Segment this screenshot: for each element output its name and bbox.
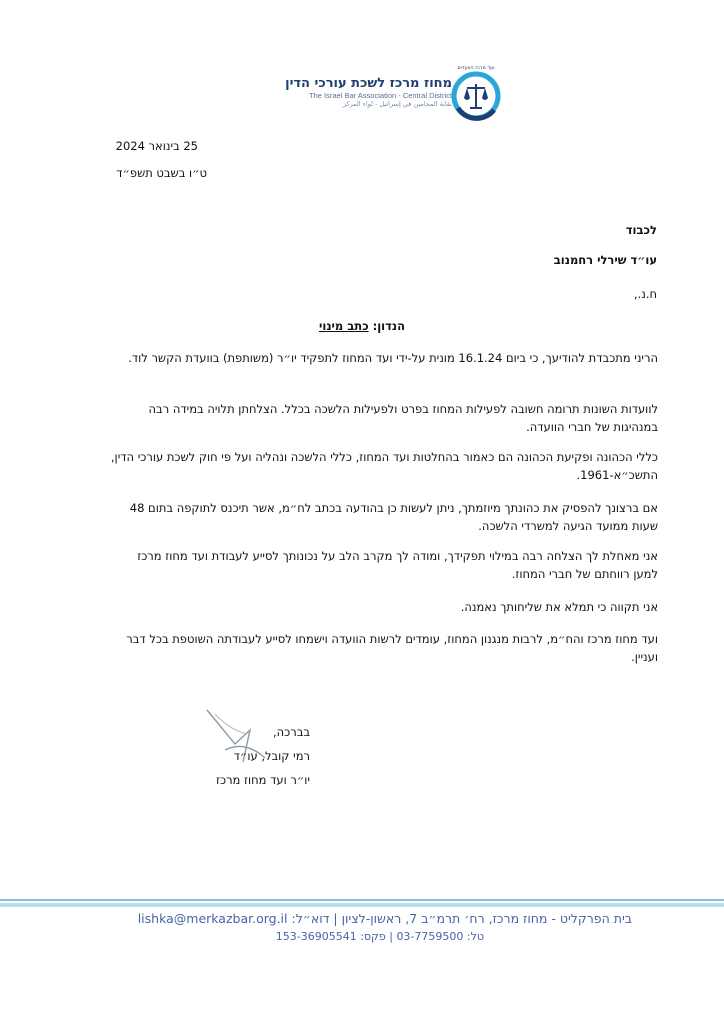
footer-fax-label: פקס:: [360, 930, 386, 943]
footer-phone: 03-7759500: [396, 930, 464, 943]
signature-block: [150, 720, 310, 792]
greeting: ח.נ.,: [633, 287, 657, 301]
logo-title-arabic: نقابة المحامين في إسرائيل - لواء المركز: [342, 100, 452, 108]
body-paragraph: כללי הכהונה ופקיעת הכהונה הם כאמור בהחלטות ועד המחוז, כללי הלשכה ונהליה ועל פי חוק לשכת עורכי הדין, התשכ״א-1961.: [110, 450, 658, 482]
addressee-label: לכבוד: [625, 223, 657, 237]
footer-address: בית הפרקליט - מחוז מרכז, רח׳ תרמ״ב 7, ראשון-לציון | דוא״ל:: [291, 911, 632, 926]
bar-association-emblem-icon: [446, 58, 502, 128]
logo-title-hebrew: מחוז מרכז לשכת עורכי הדין: [285, 76, 452, 91]
logo-text-block: [252, 76, 452, 109]
footer-fax: 153-36905541: [275, 930, 357, 943]
footer-divider: [0, 903, 724, 907]
addressee-name: עו״ד שירלי רחמנוב: [553, 253, 657, 267]
body-paragraph: ועד מחוז מרכז והח״מ, לרבות מנגנון המחוז, עומדים לרשות הוועדה וישמחו לסייע לעבודתה השוטפת בכל דבר ועניין.: [126, 632, 658, 664]
footer-separator: |: [385, 930, 393, 943]
signer-title: יו״ר ועד מחוז מרכז: [216, 773, 310, 787]
footer-contact-line: [276, 930, 484, 943]
date-hebrew: ט״ו בשבט תשפ״ד: [116, 166, 207, 180]
subject-prefix: הנדון:: [372, 319, 406, 333]
body-paragraph: אם ברצונך להפסיק את כהונתך מיוזמתך, ניתן לעשות כן בהודעה בכתב לח״מ, אשר תיכנס לתוקפה בתום 48 שעות ממועד הגיעה למשרדי הלשכה.: [129, 501, 658, 533]
date-gregorian: 25 בינואר 2024: [115, 139, 198, 153]
body-paragraph: לוועדות השונות תרומה חשובה לפעילות המחוז בפרט ולפעילות הלשכה בכלל. הצלחתן תלויה במידה רבה במנהיגות של חברי הוועדה.: [148, 402, 658, 434]
subject-line: [0, 318, 724, 334]
body-paragraph: אני מאחלת לך הצלחה רבה במילוי תפקידך, ומודה לך מקרב הלב על נכונותך לסייע לעבודת ועד מחוז מרכז למען רווחתם של חברי המחוז.: [137, 549, 658, 581]
footer-phone-label: טל:: [466, 930, 484, 943]
footer-address-line: [138, 911, 632, 926]
subject-text: כתב מינוי: [318, 319, 369, 333]
footer-email-link[interactable]: lishka@merkazbar.org.il: [137, 911, 288, 926]
emblem-arc-text: ועד מרכז הוועדים: [457, 65, 495, 71]
closing: בברכה,: [272, 725, 310, 739]
footer-divider: [0, 899, 724, 901]
body-paragraph: הריני מתכבדת להודיעך, כי ביום 16.1.24 מונית על-ידי ועד המחוז לתפקיד יו״ר (משותפת) בוועדת הקשר לוד.: [128, 351, 658, 365]
organization-logo: [262, 58, 502, 128]
signer-name: רמי קובל, עו״ד: [233, 749, 310, 763]
body-paragraph: אני תקווה כי תמלא את שליחותך נאמנה.: [460, 600, 658, 614]
logo-title-english: The Israel Bar Association - Central District: [309, 91, 452, 100]
